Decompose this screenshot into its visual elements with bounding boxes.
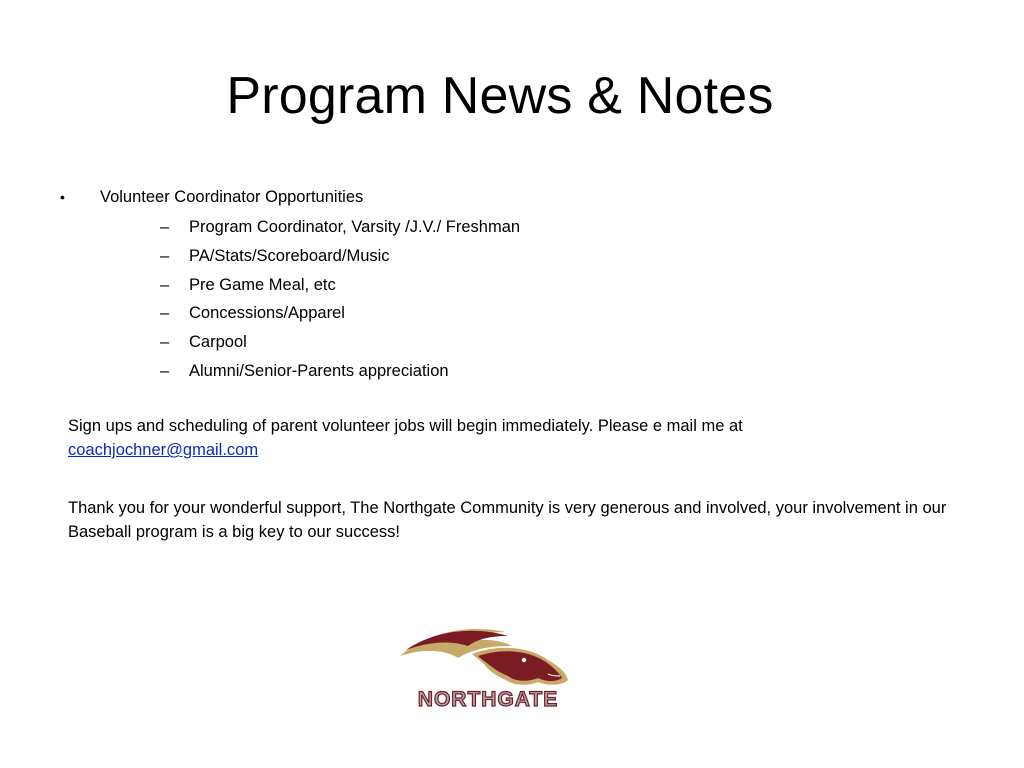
sub-bullet-text: PA/Stats/Scoreboard/Music <box>189 246 390 265</box>
sub-bullet-text: Pre Game Meal, etc <box>189 275 336 294</box>
sub-bullet-item <box>100 213 956 242</box>
sub-bullet-item <box>100 357 956 386</box>
bullet-list <box>56 184 956 386</box>
northgate-mustang-logo <box>388 620 588 716</box>
thanks-paragraph: Thank you for your wonderful support, The Northgate Community is very generous and involved, your involvement in our Baseball program is a big key to our success! <box>68 499 947 541</box>
sub-bullet-list <box>100 213 956 386</box>
sub-bullet-item <box>100 328 956 357</box>
bullet-main-text: Volunteer Coordinator Opportunities <box>100 188 364 206</box>
dash-icon: – <box>160 246 170 265</box>
sub-bullet-text: Concessions/Apparel <box>189 304 345 323</box>
dash-icon: – <box>160 361 170 380</box>
bullet-dot-icon: • <box>60 189 65 205</box>
sub-bullet-text: Program Coordinator, Varsity /J.V./ Freshman <box>189 218 521 236</box>
sub-bullet-item <box>100 242 956 271</box>
dash-icon: – <box>160 275 170 294</box>
dash-icon: – <box>160 333 170 352</box>
logo-eye <box>522 658 526 662</box>
sub-bullet-item <box>100 299 956 328</box>
signup-text: Sign ups and scheduling of parent volunteer jobs will begin immediately. Please e mail me at <box>68 417 743 435</box>
sub-bullet-item <box>100 271 956 300</box>
dash-icon: – <box>160 304 170 323</box>
logo-wordmark: NORTHGATE <box>417 688 559 711</box>
signup-paragraph <box>68 414 948 462</box>
dash-icon: – <box>160 218 170 236</box>
email-link[interactable]: coachjochner@gmail.com <box>68 441 259 459</box>
sub-bullet-text: Alumni/Senior-Parents appreciation <box>189 361 449 380</box>
sub-bullet-text: Carpool <box>189 333 247 352</box>
slide-title: Program News & Notes <box>226 67 774 125</box>
bullet-item <box>56 184 956 386</box>
